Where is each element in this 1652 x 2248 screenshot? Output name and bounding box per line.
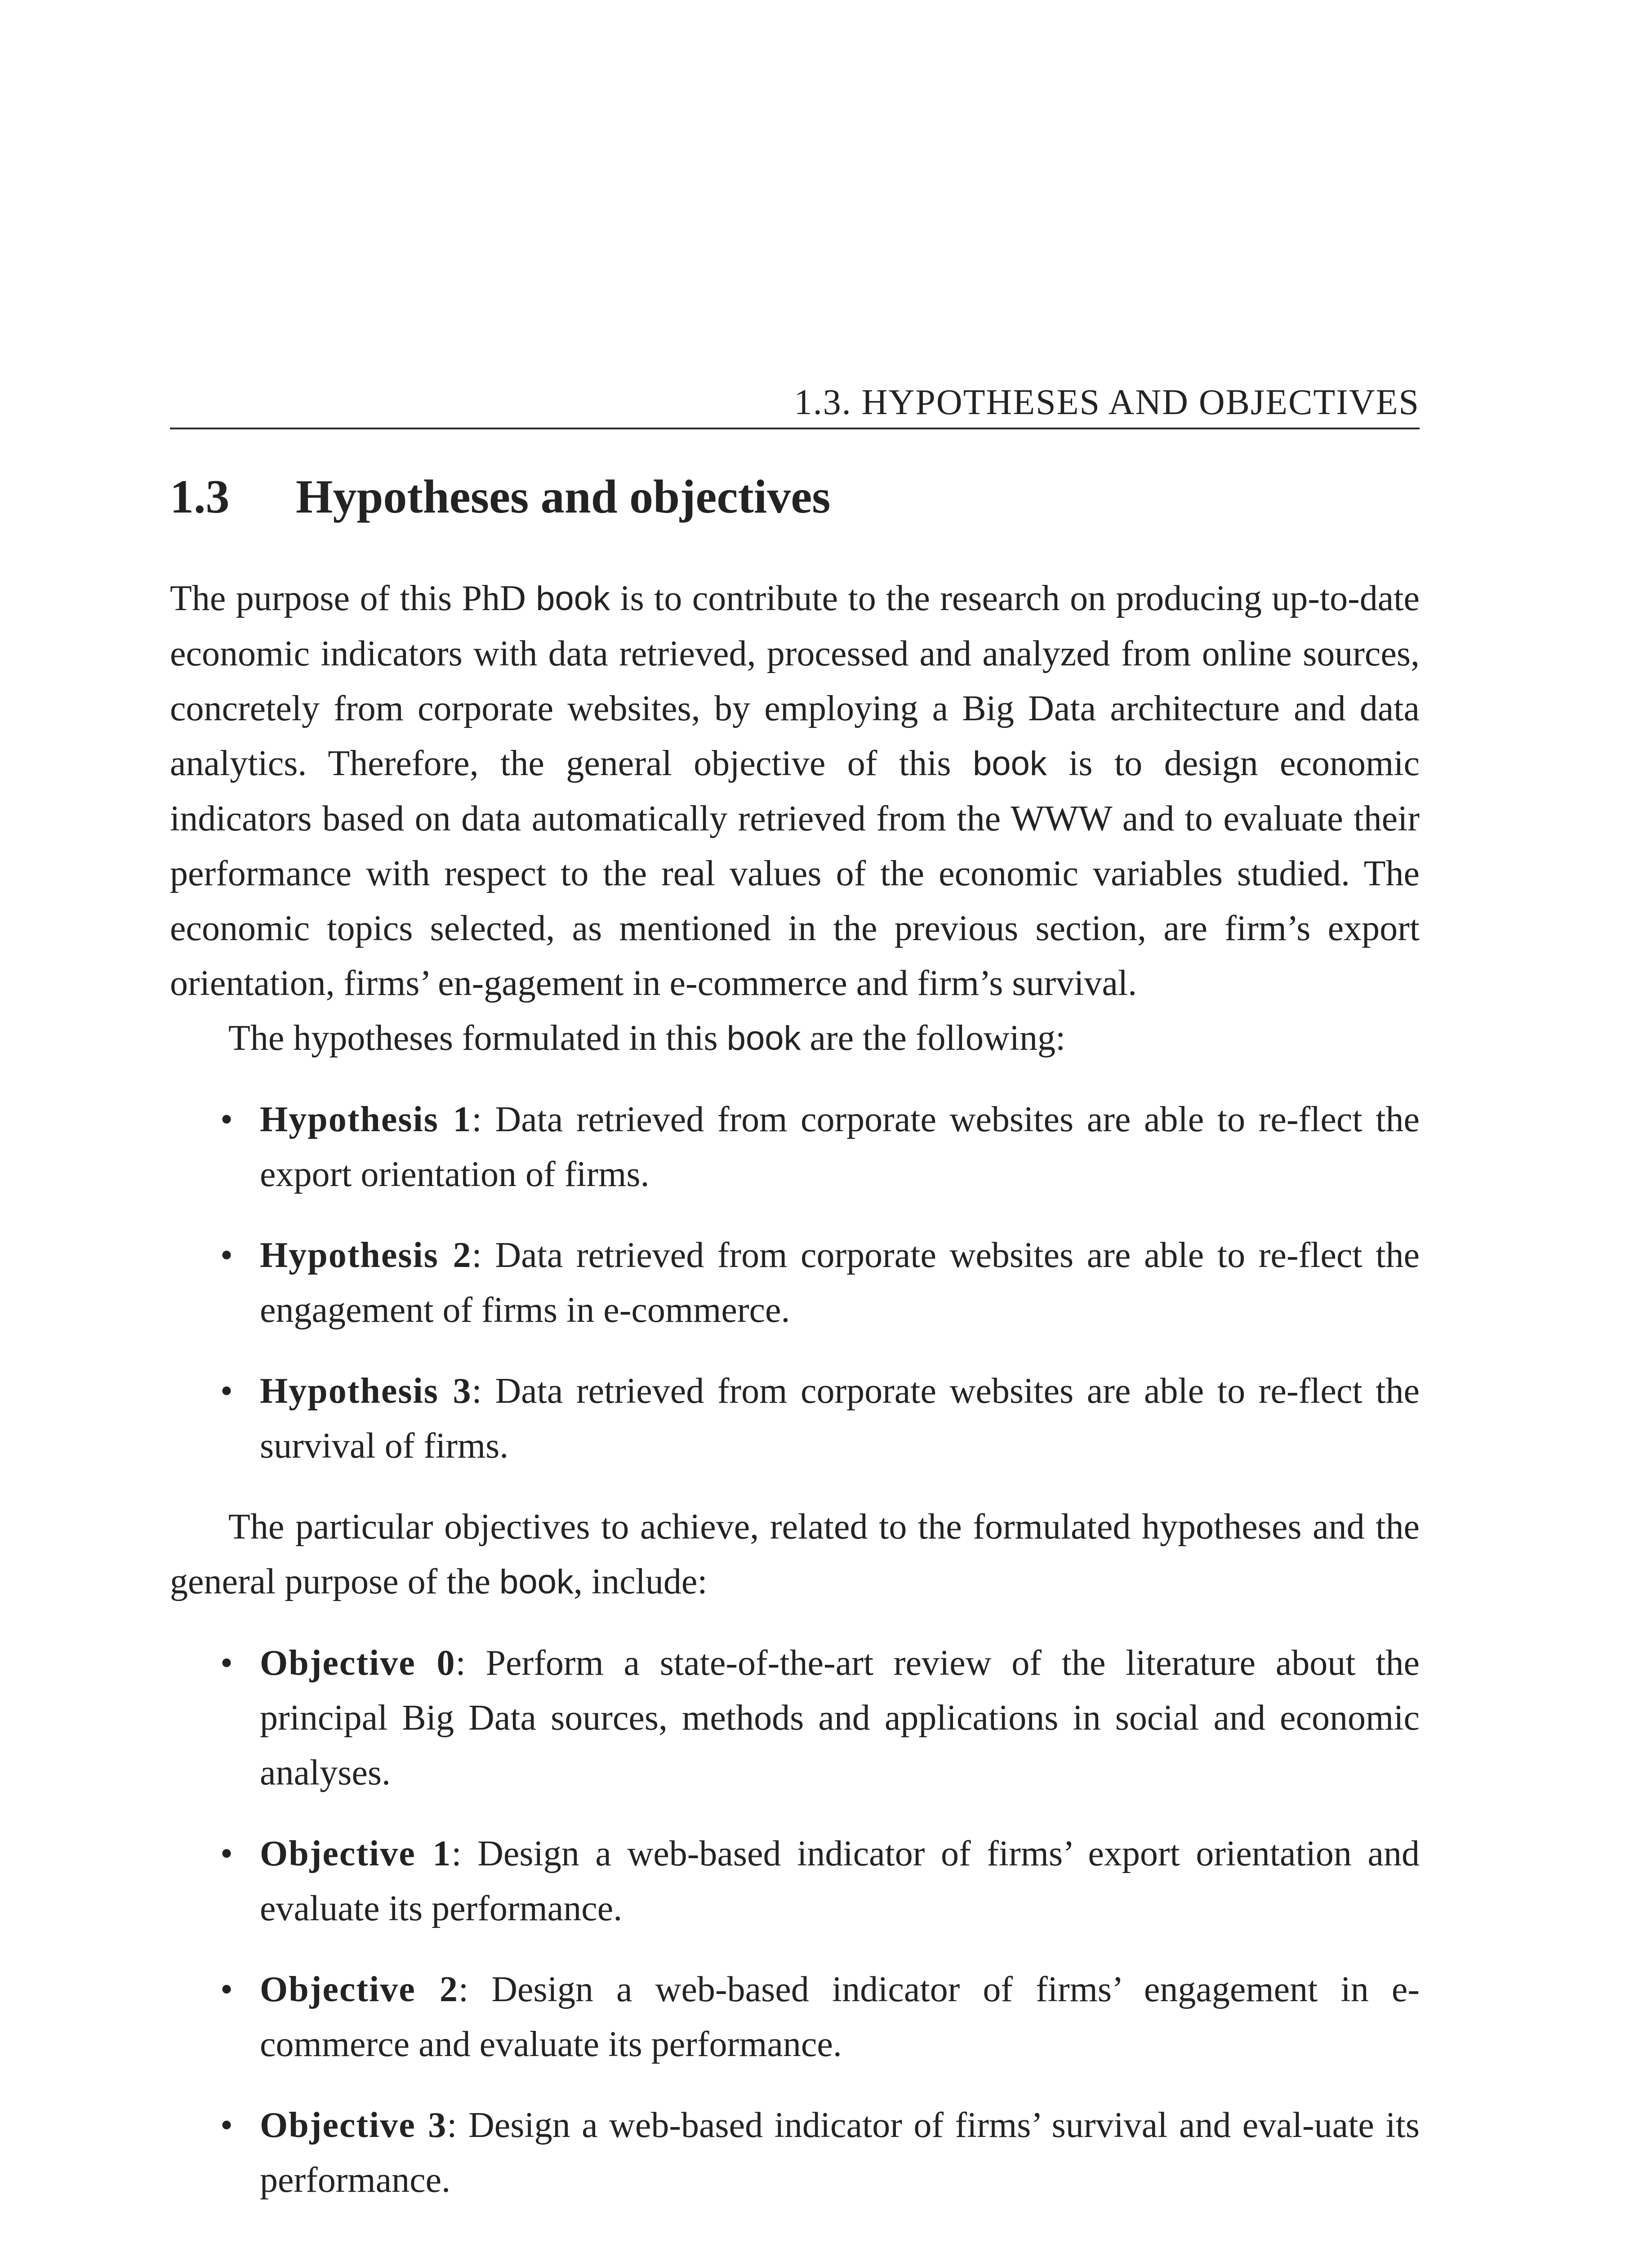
hypotheses-intro-before: The hypotheses formulated in this — [228, 1018, 727, 1058]
section-heading — [170, 468, 1420, 526]
objective-text: : Perform a state-of-the-art review of the literature about the principal Big Data sources, methods and applications in social and economic analyses. — [260, 1643, 1420, 1793]
hypotheses-list — [170, 1092, 1420, 1473]
hypotheses-intro-paragraph — [170, 1011, 1420, 1066]
objective-term: Objective 3 — [260, 2105, 447, 2145]
list-item — [170, 1092, 1420, 1202]
list-item — [170, 1826, 1420, 1936]
objectives-intro-paragraph — [170, 1499, 1420, 1610]
list-item — [170, 1228, 1420, 1338]
book-word: book — [726, 1019, 801, 1057]
list-item — [170, 2098, 1420, 2208]
objective-text: : Design a web-based indicator of firms’ engagement in e-commerce and evaluate its performance. — [260, 1970, 1420, 2064]
hypothesis-text: : Data retrieved from corporate websites are able to re-flect the export orientation of firms. — [260, 1100, 1420, 1194]
objectives-list — [170, 1636, 1420, 2208]
bullet-icon: • — [220, 1643, 233, 1683]
objective-term: Objective 2 — [260, 1970, 459, 2009]
bullet-icon: • — [220, 1100, 233, 1139]
bullet-icon: • — [220, 1970, 233, 2009]
hypothesis-term: Hypothesis 3 — [260, 1371, 472, 1411]
section-number: 1.3 — [170, 470, 230, 523]
hypothesis-text: : Data retrieved from corporate websites are able to re-flect the engagement of firms in e-commerce. — [260, 1236, 1420, 1330]
hypothesis-term: Hypothesis 2 — [260, 1236, 472, 1275]
objectives-intro-before: The particular objectives to achieve, related to the formulated hypotheses and the general purpose of the — [170, 1507, 1420, 1601]
list-item — [170, 1962, 1420, 2072]
objective-text: : Design a web-based indicator of firms’ export orientation and evaluate its performance. — [260, 1834, 1420, 1928]
document-page — [170, 0, 1420, 2248]
book-word: book — [972, 745, 1047, 783]
objectives-intro-after: , include: — [573, 1562, 708, 1601]
objective-term: Objective 0 — [260, 1643, 456, 1683]
intro-text-2: is to contribute to the research on producing up-to-date economic indicators with data retrieved, processed and analyzed from online sources, concretely from corporate websites, by employing a Big Data architecture and data analytics. Therefore, the general objective of this — [170, 579, 1420, 783]
bullet-icon: • — [220, 1236, 233, 1275]
hypothesis-term: Hypothesis 1 — [260, 1100, 472, 1139]
objective-term: Objective 1 — [260, 1834, 452, 1873]
bullet-icon: • — [220, 2105, 233, 2145]
section-title: Hypotheses and objectives — [296, 470, 831, 523]
list-item — [170, 1636, 1420, 1800]
running-header: 1.3. HYPOTHESES AND OBJECTIVES — [794, 383, 1420, 422]
header-rule — [170, 428, 1420, 429]
bullet-icon: • — [220, 1834, 233, 1873]
book-word: book — [499, 1563, 574, 1601]
bullet-icon: • — [220, 1371, 233, 1411]
intro-text-1: The purpose of this PhD — [170, 579, 536, 618]
section-body — [170, 571, 1420, 2234]
book-word: book — [536, 580, 610, 618]
hypotheses-intro-after: are the following: — [801, 1018, 1066, 1058]
intro-paragraph — [170, 571, 1420, 1011]
objective-text: : Design a web-based indicator of firms’ survival and eval-uate its performance. — [260, 2105, 1420, 2200]
hypothesis-text: : Data retrieved from corporate websites are able to re-flect the survival of firms. — [260, 1371, 1420, 1466]
list-item — [170, 1364, 1420, 1473]
intro-text-3: is to design economic indicators based on data automatically retrieved from the WWW and to evaluate their performance with respect to the real values of the economic variables studied. The economic topics selected, as mentioned in the previous section, are firm’s export orientation, firms’ en-gagement in e-commerce and firm’s survival. — [170, 744, 1420, 1003]
